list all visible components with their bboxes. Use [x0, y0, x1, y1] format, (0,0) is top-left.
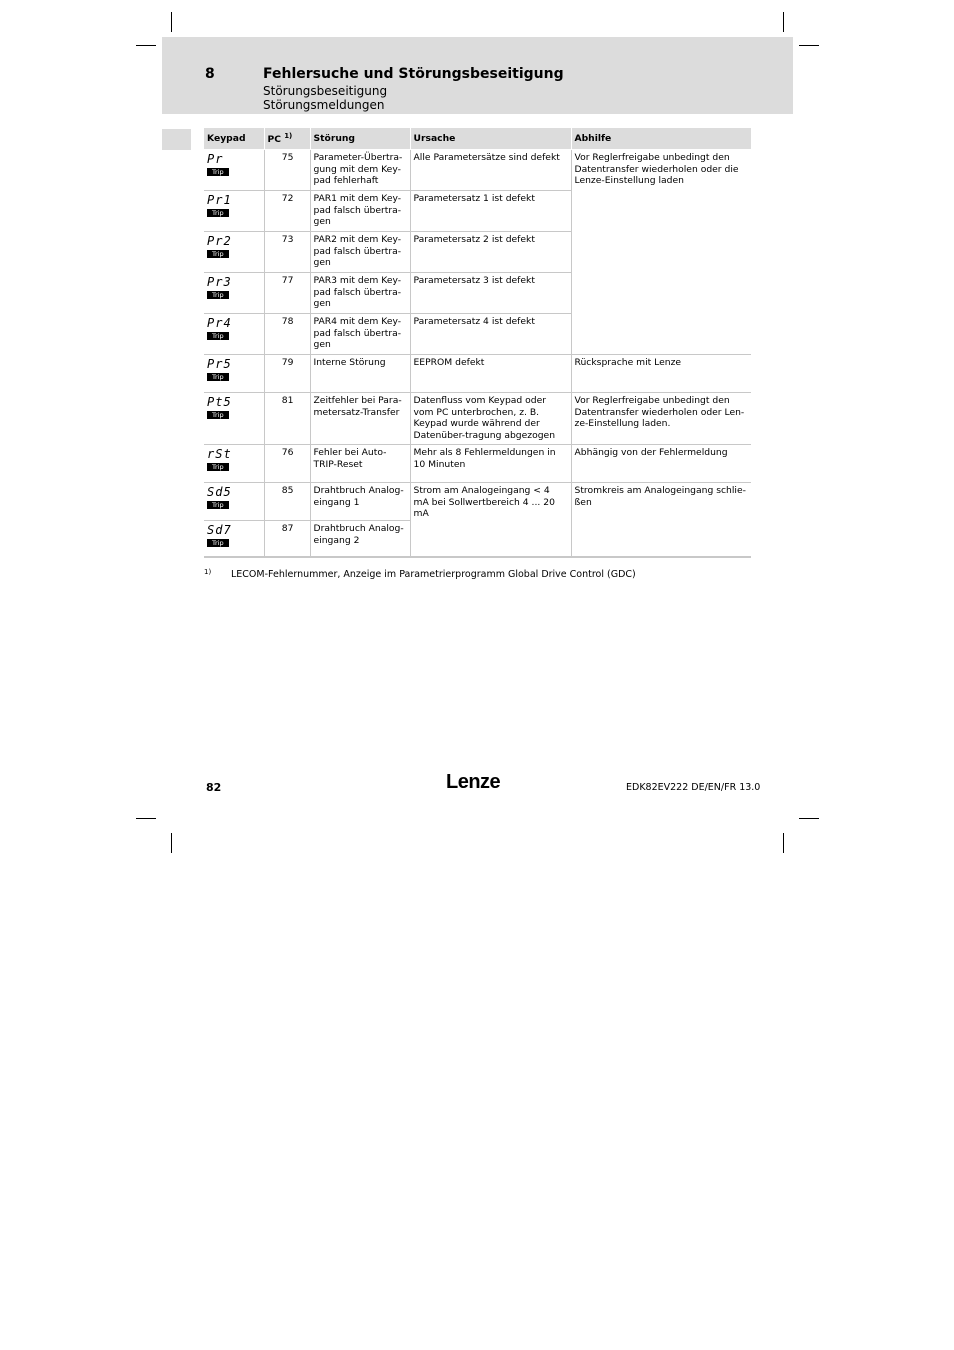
keypad-cell [204, 314, 264, 355]
stoerung-cell: Interne Störung [310, 355, 410, 393]
column-header-stoerung: Störung [310, 128, 410, 150]
ursache-cell: Mehr als 8 Fehlermeldungen in 10 Minuten [410, 445, 571, 483]
table-row [204, 445, 751, 483]
crop-mark [783, 12, 784, 32]
stoerung-cell: PAR4 mit dem Key-pad falsch übertra-gen [310, 314, 410, 355]
ursache-cell: Strom am Analogeingang < 4 mA bei Sollwertbereich 4 ... 20 mA [410, 483, 571, 557]
trip-badge: Trip [207, 291, 229, 299]
trip-badge: Trip [207, 332, 229, 340]
abhilfe-cell: Rücksprache mit Lenze [571, 355, 751, 393]
pc-cell: 75 [264, 150, 310, 191]
chapter-title: Fehlersuche und Störungsbeseitigung [263, 66, 564, 82]
footnote-mark: 1) [204, 568, 212, 576]
trip-badge: Trip [207, 463, 229, 471]
subsection-title: Störungsmeldungen [263, 98, 385, 112]
crop-mark [136, 45, 156, 46]
pc-cell: 77 [264, 273, 310, 314]
trip-badge: Trip [207, 209, 229, 217]
table-row [204, 483, 751, 521]
abhilfe-cell: Vor Reglerfreigabe unbedingt den Datentransfer wiederholen oder Len-ze-Einstellung laden. [571, 393, 751, 445]
keypad-cell [204, 355, 264, 393]
column-header-pc [264, 128, 310, 150]
abhilfe-cell: Stromkreis am Analogeingang schlie-ßen [571, 483, 751, 557]
trip-badge: Trip [207, 411, 229, 419]
keypad-cell [204, 445, 264, 483]
display-code: Pr4 [207, 316, 232, 330]
keypad-cell [204, 483, 264, 521]
pc-cell: 79 [264, 355, 310, 393]
pc-cell: 81 [264, 393, 310, 445]
keypad-cell [204, 393, 264, 445]
stoerung-cell: Fehler bei Auto-TRIP-Reset [310, 445, 410, 483]
trip-badge: Trip [207, 168, 229, 176]
stoerung-cell: Parameter-Übertra-gung mit dem Key-pad fehlerhaft [310, 150, 410, 191]
keypad-cell [204, 521, 264, 557]
column-header-ursache: Ursache [410, 128, 571, 150]
stoerung-cell: Drahtbruch Analog-eingang 2 [310, 521, 410, 557]
table-header-row [204, 128, 751, 150]
crop-mark [136, 818, 156, 819]
display-code: Pr2 [207, 234, 232, 248]
footnote-ref: 1) [284, 132, 293, 141]
display-code: Sd5 [207, 485, 232, 499]
abhilfe-cell: Abhängig von der Fehlermeldung [571, 445, 751, 483]
document-id: EDK82EV222 DE/EN/FR 13.0 [626, 782, 761, 793]
crop-mark [171, 12, 172, 32]
side-tab [162, 129, 191, 150]
trip-badge: Trip [207, 501, 229, 509]
trip-badge: Trip [207, 250, 229, 258]
pc-cell: 72 [264, 191, 310, 232]
stoerung-cell: PAR1 mit dem Key-pad falsch übertra-gen [310, 191, 410, 232]
keypad-cell [204, 232, 264, 273]
fault-table [204, 128, 751, 558]
stoerung-cell: Zeitfehler bei Para-metersatz-Transfer [310, 393, 410, 445]
ursache-cell: Parametersatz 3 ist defekt [410, 273, 571, 314]
keypad-cell [204, 150, 264, 191]
pc-cell: 85 [264, 483, 310, 521]
ursache-cell: Parametersatz 4 ist defekt [410, 314, 571, 355]
section-title: Störungsbeseitigung [263, 84, 388, 98]
pc-cell: 78 [264, 314, 310, 355]
table-row [204, 150, 751, 191]
abhilfe-cell: Vor Reglerfreigabe unbedingt den Datentransfer wiederholen oder die Lenze-Einstellung laden [571, 150, 751, 355]
ursache-cell: EEPROM defekt [410, 355, 571, 393]
column-header-keypad: Keypad [204, 128, 264, 150]
display-code: Pr5 [207, 357, 232, 371]
trip-badge: Trip [207, 539, 229, 547]
display-code: Pr3 [207, 275, 232, 289]
page-number: 82 [206, 781, 222, 794]
display-code: Pr1 [207, 193, 232, 207]
trip-badge: Trip [207, 373, 229, 381]
stoerung-cell: PAR3 mit dem Key-pad falsch übertra-gen [310, 273, 410, 314]
crop-mark [799, 45, 819, 46]
stoerung-cell: Drahtbruch Analog-eingang 1 [310, 483, 410, 521]
crop-mark [171, 833, 172, 853]
column-header-abhilfe: Abhilfe [571, 128, 751, 150]
ursache-cell: Parametersatz 1 ist defekt [410, 191, 571, 232]
keypad-cell [204, 273, 264, 314]
pc-cell: 87 [264, 521, 310, 557]
column-header-pc-label: PC [267, 134, 281, 146]
table-row [204, 355, 751, 393]
display-code: Sd7 [207, 523, 232, 537]
stoerung-cell: PAR2 mit dem Key-pad falsch übertra-gen [310, 232, 410, 273]
pc-cell: 76 [264, 445, 310, 483]
display-code: Pt5 [207, 395, 232, 409]
crop-mark [783, 833, 784, 853]
ursache-cell: Alle Parametersätze sind defekt [410, 150, 571, 191]
chapter-number: 8 [205, 66, 215, 82]
table-row [204, 393, 751, 445]
ursache-cell: Datenfluss vom Keypad oder vom PC unterbrochen, z. B. Keypad wurde während der Datenüber-tragung abgezogen [410, 393, 571, 445]
ursache-cell: Parametersatz 2 ist defekt [410, 232, 571, 273]
footnote-text: LECOM-Fehlernummer, Anzeige im Parametrierprogramm Global Drive Control (GDC) [231, 569, 636, 580]
keypad-cell [204, 191, 264, 232]
crop-mark [799, 818, 819, 819]
display-code: rSt [207, 447, 232, 461]
lenze-logo: Lenze [446, 771, 501, 793]
pc-cell: 73 [264, 232, 310, 273]
display-code: Pr [207, 152, 224, 166]
